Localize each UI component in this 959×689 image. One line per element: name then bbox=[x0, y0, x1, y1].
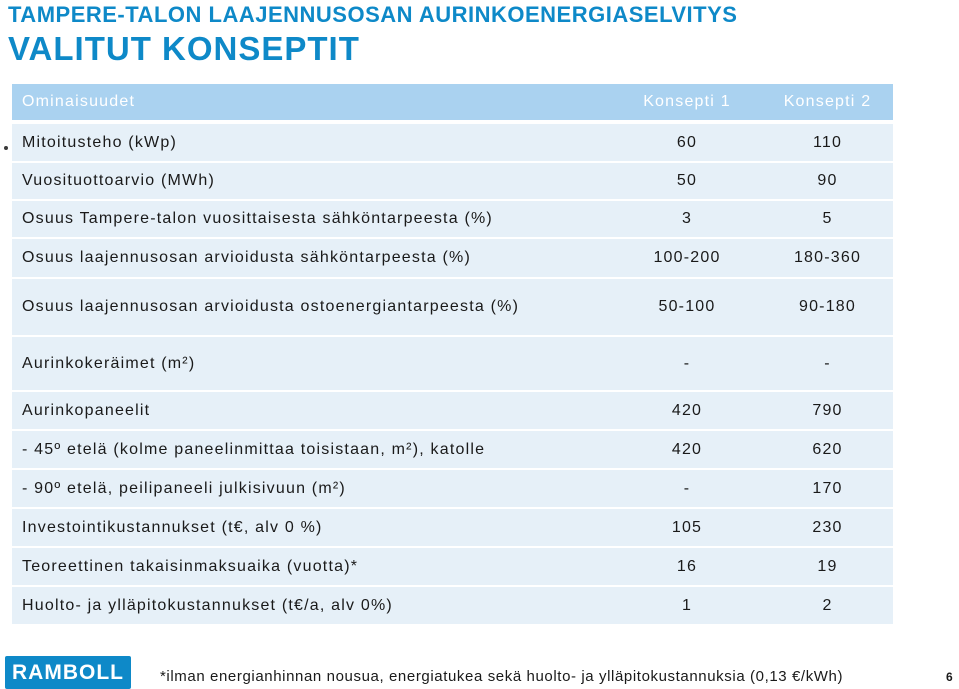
concept-1-value: - bbox=[612, 335, 762, 390]
row-label: Osuus laajennusosan arvioidusta ostoenergiantarpeesta (%) bbox=[12, 277, 612, 335]
column-header-concept-2: Konsepti 2 bbox=[762, 84, 893, 122]
concept-2-value: 90 bbox=[762, 161, 893, 199]
presentation-subtitle: TAMPERE-TALON LAAJENNUSOSAN AURINKOENERGIASELVITYS bbox=[8, 2, 738, 27]
row-label: Osuus laajennusosan arvioidusta sähköntarpeesta (%) bbox=[12, 237, 612, 277]
row-label: Vuosituottoarvio (MWh) bbox=[12, 161, 612, 199]
concept-1-value: 3 bbox=[612, 199, 762, 237]
concept-2-value: 620 bbox=[762, 429, 893, 468]
row-label: Aurinkopaneelit bbox=[12, 390, 612, 429]
row-label: Teoreettinen takaisinmaksuaika (vuotta)* bbox=[12, 546, 612, 585]
concept-2-value: 170 bbox=[762, 468, 893, 507]
table-row bbox=[12, 122, 893, 161]
slide-title: VALITUT KONSEPTIT bbox=[8, 30, 360, 67]
row-label: Osuus Tampere-talon vuosittaisesta sähköntarpeesta (%) bbox=[12, 199, 612, 237]
concept-2-value: 110 bbox=[762, 122, 893, 161]
concept-1-value: - bbox=[612, 468, 762, 507]
concept-1-value: 50 bbox=[612, 161, 762, 199]
concept-2-value: 180-360 bbox=[762, 237, 893, 277]
concept-1-value: 420 bbox=[612, 429, 762, 468]
footnote: *ilman energianhinnan nousua, energiatukea sekä huolto- ja ylläpitokustannuksia (0,13 €/kWh) bbox=[160, 668, 844, 685]
concept-2-value: 90-180 bbox=[762, 277, 893, 335]
table-row bbox=[12, 237, 893, 277]
row-label: Huolto- ja ylläpitokustannukset (t€/a, alv 0%) bbox=[12, 585, 612, 624]
table-row bbox=[12, 468, 893, 507]
table-row bbox=[12, 390, 893, 429]
table-row bbox=[12, 507, 893, 546]
concept-1-value: 420 bbox=[612, 390, 762, 429]
row-label: Investointikustannukset (t€, alv 0 %) bbox=[12, 507, 612, 546]
ramboll-logo: RAMBOLL bbox=[5, 656, 131, 689]
row-label: - 45º etelä (kolme paneelinmittaa toisistaan, m²), katolle bbox=[12, 429, 612, 468]
table-row bbox=[12, 429, 893, 468]
concept-1-value: 1 bbox=[612, 585, 762, 624]
table-row bbox=[12, 335, 893, 390]
concept-1-value: 105 bbox=[612, 507, 762, 546]
bullet-dot bbox=[4, 146, 8, 150]
concept-1-value: 50-100 bbox=[612, 277, 762, 335]
column-header-properties: Ominaisuudet bbox=[12, 84, 612, 122]
table-row bbox=[12, 277, 893, 335]
table-row bbox=[12, 585, 893, 624]
table-row bbox=[12, 161, 893, 199]
table-header-row bbox=[12, 84, 893, 122]
table-row bbox=[12, 546, 893, 585]
concept-1-value: 60 bbox=[612, 122, 762, 161]
page-number: 6 bbox=[946, 670, 953, 684]
table-row bbox=[12, 199, 893, 237]
concepts-table bbox=[12, 84, 893, 624]
concept-2-value: 230 bbox=[762, 507, 893, 546]
row-label: - 90º etelä, peilipaneeli julkisivuun (m²) bbox=[12, 468, 612, 507]
concept-2-value: 5 bbox=[762, 199, 893, 237]
concept-1-value: 16 bbox=[612, 546, 762, 585]
concept-1-value: 100-200 bbox=[612, 237, 762, 277]
column-header-concept-1: Konsepti 1 bbox=[612, 84, 762, 122]
row-label: Mitoitusteho (kWp) bbox=[12, 122, 612, 161]
concept-2-value: 790 bbox=[762, 390, 893, 429]
row-label: Aurinkokeräimet (m²) bbox=[12, 335, 612, 390]
concept-2-value: 2 bbox=[762, 585, 893, 624]
concept-2-value: - bbox=[762, 335, 893, 390]
concept-2-value: 19 bbox=[762, 546, 893, 585]
